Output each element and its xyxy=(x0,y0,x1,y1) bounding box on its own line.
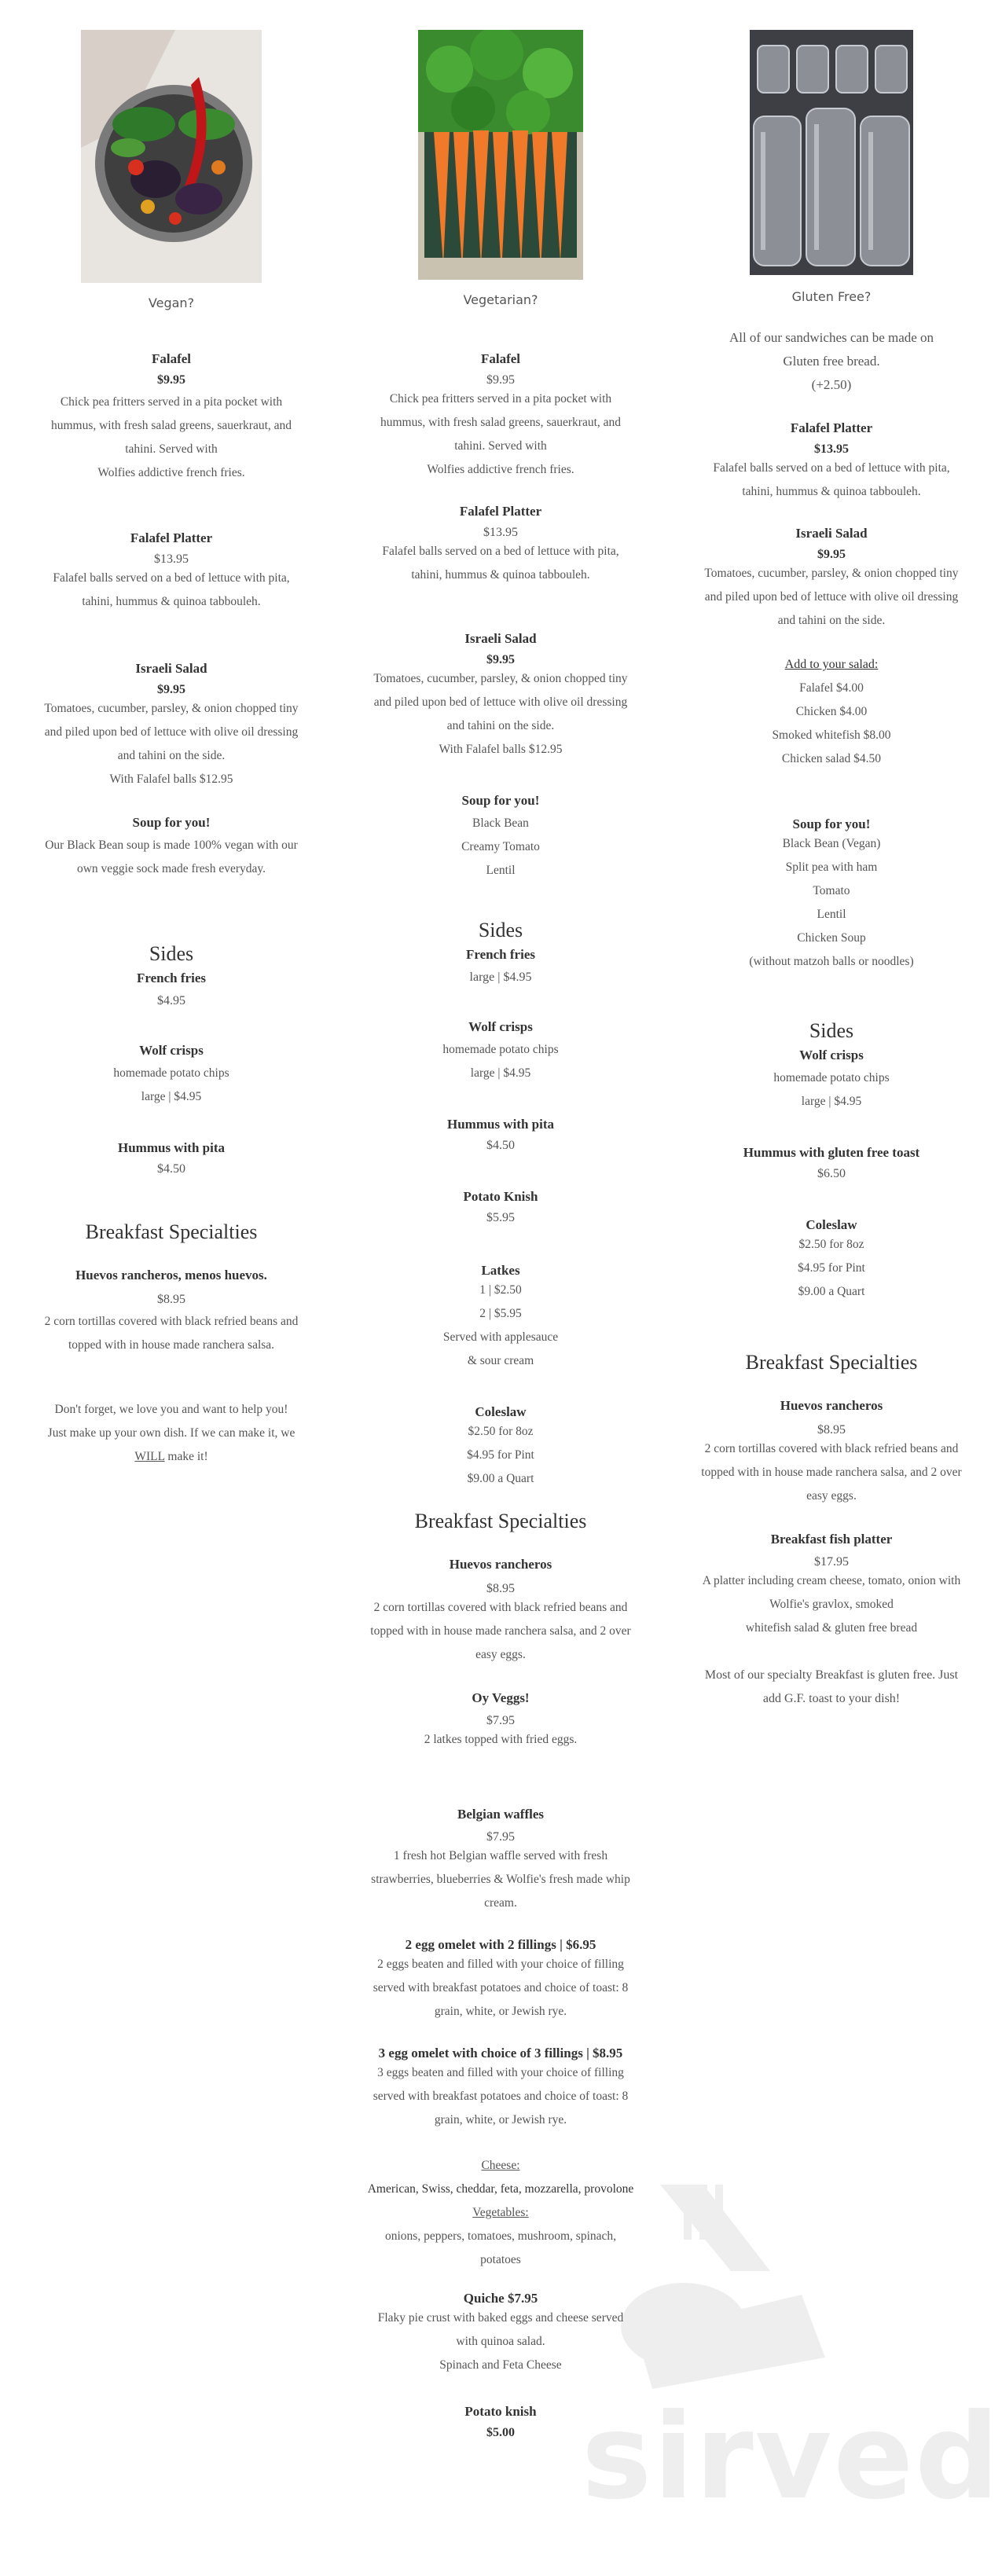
addon-item: Smoked whitefish $8.00 xyxy=(772,728,891,742)
item-title: Soup for you! xyxy=(461,793,540,808)
vegetarian-falafel xyxy=(343,351,658,482)
vegetables-label: Vegetables: xyxy=(472,2206,529,2219)
item-title: Soup for you! xyxy=(132,815,211,830)
item-price: large | $4.95 xyxy=(470,1066,531,1080)
item-desc: Wolfies addictive french fries. xyxy=(97,466,245,479)
item-desc: with quinoa salad. xyxy=(456,2335,545,2348)
item-desc: Chick pea fritters served in a pita pocket with xyxy=(389,392,612,405)
gf-falafel-platter xyxy=(674,420,989,504)
item-title: Quiche $7.95 xyxy=(463,2291,538,2306)
gf-add-to-salad xyxy=(674,653,989,771)
item-title: Hummus with pita xyxy=(117,1140,226,1155)
item-desc: Tomatoes, cucumber, parsley, & onion chopped tiny xyxy=(704,567,959,580)
item-desc: grain, white, or Jewish rye. xyxy=(434,2005,567,2018)
item-price: $13.95 xyxy=(814,442,849,456)
item-desc: With Falafel balls $12.95 xyxy=(109,772,233,786)
breakfast-heading: Breakfast Specialties xyxy=(745,1351,918,1374)
item-desc: Tomatoes, cucumber, parsley, & onion chopped tiny xyxy=(44,702,299,715)
soup-item: Black Bean (Vegan) xyxy=(782,837,881,850)
item-desc: hummus, with fresh salad greens, sauerkraut, and xyxy=(380,416,622,429)
vegetables-colander-photo xyxy=(81,30,262,283)
item-desc: tahini, hummus & quinoa tabbouleh. xyxy=(411,568,590,582)
item-desc: 2 latkes topped with fried eggs. xyxy=(424,1733,578,1746)
item-desc: easy eggs. xyxy=(475,1648,526,1661)
vegetarian-falafel-platter xyxy=(343,504,658,587)
soup-item: Tomato xyxy=(813,884,850,897)
item-desc: homemade potato chips xyxy=(773,1071,890,1084)
gf-breakfast xyxy=(674,1351,989,1711)
item-desc: 2 corn tortillas covered with black refried beans and xyxy=(373,1601,628,1614)
item-title: 2 egg omelet with 2 fillings | $6.95 xyxy=(405,1937,596,1952)
item-desc: homemade potato chips xyxy=(113,1066,229,1080)
item-price: $13.95 xyxy=(483,526,518,539)
item-desc: own veggie sock made fresh everyday. xyxy=(76,862,266,875)
notice-line: (+2.50) xyxy=(811,377,852,392)
vegan-falafel-platter xyxy=(14,530,328,614)
item-price: $4.95 xyxy=(157,994,185,1007)
item-title: Coleslaw xyxy=(475,1404,527,1419)
note-line: Don't forget, we love you and want to help you! xyxy=(54,1403,288,1416)
item-title: Hummus with gluten free toast xyxy=(743,1145,920,1160)
item-title: Oy Veggs! xyxy=(472,1690,530,1705)
item-title: Breakfast fish platter xyxy=(770,1532,893,1547)
sides-heading: Sides xyxy=(809,1019,854,1042)
soup-item: Split pea with ham xyxy=(785,861,878,874)
item-title: Huevos rancheros xyxy=(780,1398,883,1413)
item-desc: topped with in house made ranchera salsa. xyxy=(68,1338,275,1352)
item-desc: Wolfies addictive french fries. xyxy=(427,463,574,476)
item-desc: easy eggs. xyxy=(806,1489,857,1503)
latkes-line: 1 | $2.50 xyxy=(479,1283,522,1297)
coleslaw-line: $4.95 for Pint xyxy=(798,1261,865,1275)
item-desc: and tahini on the side. xyxy=(446,719,555,732)
item-price: $4.50 xyxy=(157,1162,185,1176)
item-title: Falafel Platter xyxy=(130,530,213,545)
gluten-free-caption: Gluten Free? xyxy=(791,289,872,304)
vegetarian-israeli-salad xyxy=(343,631,658,761)
cheese-label: Cheese: xyxy=(481,2159,520,2172)
vegetables-list: onions, peppers, tomatoes, mushroom, spinach, xyxy=(384,2229,617,2243)
item-price: $8.95 xyxy=(817,1423,846,1437)
note-line: Just make up your own dish. If we can make it, we xyxy=(47,1426,295,1440)
soup-item: Chicken Soup xyxy=(797,931,866,945)
vegan-breakfast xyxy=(14,1220,328,1357)
watermark-text: sirved xyxy=(582,2389,1001,2526)
vegetarian-caption: Vegetarian? xyxy=(463,292,538,307)
item-desc: tahini, hummus & quinoa tabbouleh. xyxy=(82,595,261,608)
coleslaw-line: $9.00 a Quart xyxy=(798,1285,865,1298)
item-price: $9.95 xyxy=(157,373,185,387)
vegan-caption: Vegan? xyxy=(148,295,195,310)
vegetarian-column xyxy=(343,0,658,2440)
soup-item: Lentil xyxy=(817,908,846,921)
item-desc: served with breakfast potatoes and choice of toast: 8 xyxy=(373,2090,629,2103)
addon-item: Chicken salad $4.50 xyxy=(781,752,882,765)
sirved-watermark xyxy=(566,2153,1001,2546)
glass-jars-photo xyxy=(750,30,913,275)
item-title: Hummus with pita xyxy=(446,1117,555,1132)
item-desc: Falafel balls served on a bed of lettuce with pita, xyxy=(713,461,950,475)
item-price: $9.95 xyxy=(817,548,846,561)
item-title: Latkes xyxy=(481,1263,520,1278)
item-desc: tahini, hummus & quinoa tabbouleh. xyxy=(742,485,921,498)
coleslaw-line: $4.95 for Pint xyxy=(467,1448,534,1462)
item-desc: homemade potato chips xyxy=(442,1043,559,1056)
vegan-column xyxy=(14,0,328,1469)
latkes-line: 2 | $5.95 xyxy=(479,1307,522,1320)
item-desc: grain, white, or Jewish rye. xyxy=(434,2113,567,2126)
soup-item: Lentil xyxy=(486,864,516,877)
vegan-falafel xyxy=(14,351,328,485)
item-price: $17.95 xyxy=(814,1555,849,1569)
item-title: French fries xyxy=(137,971,206,985)
item-desc: Spinach and Feta Cheese xyxy=(439,2358,562,2372)
item-desc: served with breakfast potatoes and choice of toast: 8 xyxy=(373,1981,629,1994)
notice-line: All of our sandwiches can be made on xyxy=(729,330,934,345)
item-title: Huevos rancheros xyxy=(449,1557,552,1572)
carrots-photo xyxy=(418,30,583,280)
item-title: Wolf crisps xyxy=(139,1043,204,1058)
item-desc: and tahini on the side. xyxy=(777,614,886,627)
item-desc: A platter including cream cheese, tomato, onion with xyxy=(702,1574,961,1587)
notice-line: Gluten free bread. xyxy=(783,354,880,369)
vegan-note xyxy=(14,1398,328,1469)
item-title: Potato knish xyxy=(464,2404,537,2419)
note-text: make it! xyxy=(164,1450,208,1463)
item-desc: 2 corn tortillas covered with black refried beans and xyxy=(44,1315,299,1328)
item-desc: 1 fresh hot Belgian waffle served with fresh xyxy=(393,1849,608,1862)
vegetarian-sides xyxy=(343,919,658,1491)
soup-item: Creamy Tomato xyxy=(461,840,540,853)
item-desc: and piled upon bed of lettuce with olive oil dressing xyxy=(704,590,959,604)
item-title: 3 egg omelet with choice of 3 fillings | $8.95 xyxy=(378,2046,623,2060)
item-title: Falafel Platter xyxy=(459,504,542,519)
cheese-list: American, Swiss, cheddar, feta, mozzarella, provolone xyxy=(367,2182,634,2196)
coleslaw-line: $2.50 for 8oz xyxy=(468,1425,534,1438)
item-desc: strawberries, blueberries & Wolfie's fresh made whip xyxy=(371,1873,630,1886)
coleslaw-line: $2.50 for 8oz xyxy=(798,1238,864,1251)
item-title: Potato Knish xyxy=(463,1189,538,1204)
sides-heading: Sides xyxy=(149,942,194,965)
item-price: $5.95 xyxy=(486,1211,515,1224)
item-desc: With Falafel balls $12.95 xyxy=(439,743,563,756)
soup-item: Black Bean xyxy=(472,816,529,830)
item-title: Coleslaw xyxy=(806,1217,857,1232)
gluten-free-notice xyxy=(674,326,989,397)
item-title: French fries xyxy=(466,947,535,962)
item-desc: 3 eggs beaten and filled with your choice of filling xyxy=(377,2066,624,2079)
latkes-line: Served with applesauce xyxy=(442,1330,559,1344)
vegan-israeli-salad xyxy=(14,661,328,791)
item-title: Israeli Salad xyxy=(795,526,868,541)
item-desc: and piled upon bed of lettuce with olive oil dressing xyxy=(44,725,299,739)
item-price: $13.95 xyxy=(154,552,189,566)
note-emphasis: WILL xyxy=(134,1450,165,1463)
item-title: Soup for you! xyxy=(792,816,871,831)
item-desc: 2 corn tortillas covered with black refried beans and xyxy=(704,1442,959,1455)
item-price: large | $4.95 xyxy=(141,1090,202,1103)
item-desc: and piled upon bed of lettuce with olive oil dressing xyxy=(373,695,628,709)
vegetables-list: potatoes xyxy=(480,2253,521,2266)
item-desc: tahini. Served with xyxy=(125,442,218,456)
item-desc: Tomatoes, cucumber, parsley, & onion chopped tiny xyxy=(373,672,628,685)
item-price: large | $4.95 xyxy=(801,1095,862,1108)
item-price: $8.95 xyxy=(157,1293,185,1306)
item-desc: and tahini on the side. xyxy=(117,749,226,762)
addon-item: Chicken $4.00 xyxy=(795,705,868,718)
item-title: Falafel Platter xyxy=(790,420,873,435)
addon-item: Falafel $4.00 xyxy=(799,681,864,695)
breakfast-heading: Breakfast Specialties xyxy=(85,1220,258,1243)
item-title: Israeli Salad xyxy=(135,661,207,676)
gf-soup xyxy=(674,816,989,974)
item-desc: Our Black Bean soup is made 100% vegan with our xyxy=(45,838,298,852)
gf-breakfast-note: Most of our specialty Breakfast is gluten free. Just xyxy=(704,1668,959,1682)
gf-israeli-salad xyxy=(674,526,989,633)
item-price: $5.00 xyxy=(486,2426,515,2439)
sides-heading: Sides xyxy=(478,919,523,941)
item-desc: topped with in house made ranchera salsa, and 2 over xyxy=(701,1466,962,1479)
item-title: Israeli Salad xyxy=(464,631,537,646)
soup-item: (without matzoh balls or noodles) xyxy=(749,955,914,968)
item-desc: Falafel balls served on a bed of lettuce with pita, xyxy=(382,545,619,558)
item-desc: cream. xyxy=(484,1896,517,1910)
item-title: Wolf crisps xyxy=(468,1019,533,1034)
item-price: $8.95 xyxy=(486,1582,515,1595)
item-desc: hummus, with fresh salad greens, sauerkraut, and xyxy=(50,419,292,432)
gf-breakfast-note: add G.F. toast to your dish! xyxy=(762,1692,901,1705)
item-desc: tahini. Served with xyxy=(454,439,547,453)
item-title: Wolf crisps xyxy=(799,1048,864,1062)
item-desc: Flaky pie crust with baked eggs and cheese served xyxy=(377,2311,624,2325)
item-price: $9.95 xyxy=(157,683,185,696)
item-desc: Chick pea fritters served in a pita pocket with xyxy=(60,395,283,409)
item-price: large | $4.95 xyxy=(469,971,532,984)
item-desc: Wolfie's gravlox, smoked xyxy=(769,1598,894,1611)
addon-title: Add to your salad: xyxy=(784,658,879,671)
vegan-sides xyxy=(14,942,328,1176)
vegan-soup xyxy=(14,815,328,881)
gluten-free-column xyxy=(674,0,989,1711)
item-price: $4.50 xyxy=(486,1139,515,1152)
item-price: $7.95 xyxy=(486,1830,515,1844)
item-price: $7.95 xyxy=(486,1714,515,1727)
item-title: Belgian waffles xyxy=(457,1807,545,1822)
item-title: Falafel xyxy=(480,351,521,366)
item-price: $9.95 xyxy=(486,373,515,387)
item-title: Huevos rancheros, menos huevos. xyxy=(75,1268,267,1282)
note-line xyxy=(14,1445,328,1469)
vegetarian-soup xyxy=(343,793,658,883)
item-desc: whitefish salad & gluten free bread xyxy=(745,1621,918,1635)
item-title: Falafel xyxy=(151,351,192,366)
item-desc: topped with in house made ranchera salsa, and 2 over xyxy=(370,1624,631,1638)
breakfast-heading: Breakfast Specialties xyxy=(414,1510,587,1532)
gf-sides xyxy=(674,1019,989,1304)
item-price: $6.50 xyxy=(817,1167,846,1180)
latkes-line: & sour cream xyxy=(467,1354,534,1367)
item-price: $9.95 xyxy=(486,653,515,666)
item-desc: Falafel balls served on a bed of lettuce with pita, xyxy=(53,571,290,585)
coleslaw-line: $9.00 a Quart xyxy=(467,1472,534,1485)
item-desc: 2 eggs beaten and filled with your choice of filling xyxy=(377,1958,624,1971)
